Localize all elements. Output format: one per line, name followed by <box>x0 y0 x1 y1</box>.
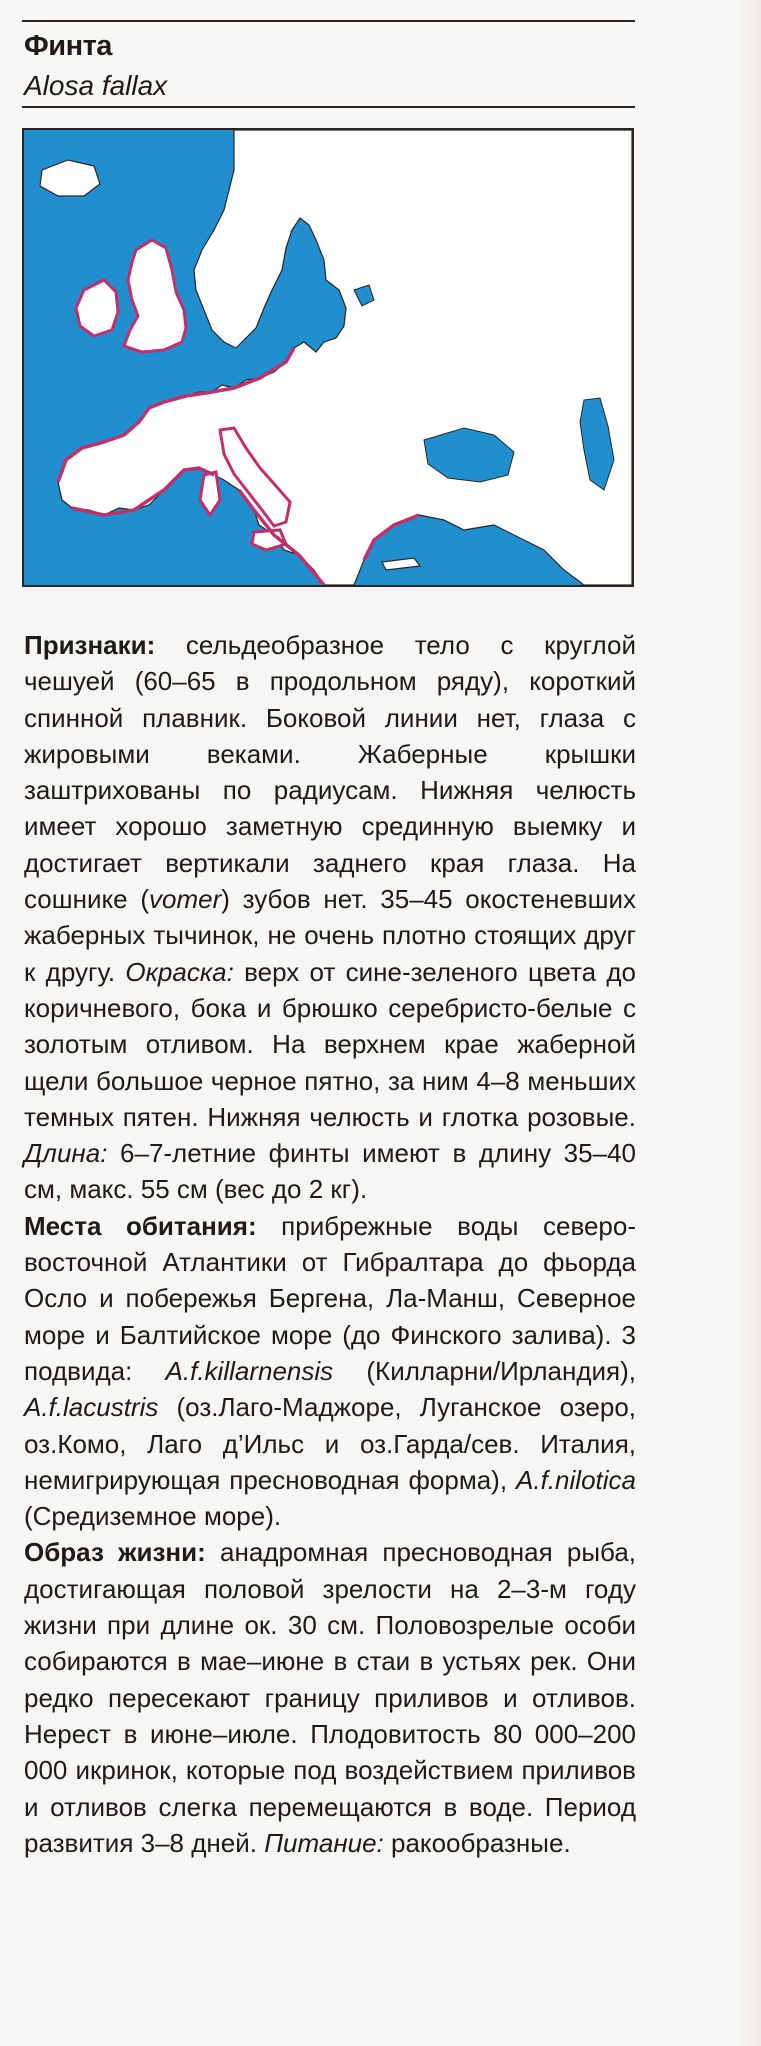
vomer-term: vomer <box>148 884 222 915</box>
description <box>24 627 636 1861</box>
length-label: Длина: <box>24 1138 108 1169</box>
britain <box>124 240 186 352</box>
species-latin-name: Alosa fallax <box>24 70 168 101</box>
signs-text-4: 6–7-летние финты имеют в длину 35–40 см, макс. 55 см (вес до 2 кг). <box>24 1138 636 1205</box>
signs-heading: Признаки: <box>24 630 156 660</box>
subspecies-1: A.f.killarnensis <box>165 1355 334 1386</box>
land-mass <box>58 130 632 585</box>
life-text-1: анадромная пресноводная рыба, достигающая половой зрелости на 2–3-м году жизни при длине ок. 30 см. Половозрелые особи собираются в мае–июне в стаи в устьях рек. Они редко пересекают границу приливов и отливов. Нерест в июне–июле. Плодовитость 80 000–200 000 икринок, которые под воздействием приливов и отливов слегка перемещаются в воде. Период развития 3–8 дней. <box>24 1537 637 1858</box>
page-edge <box>739 0 761 2046</box>
signs-paragraph <box>24 627 636 1208</box>
top-rule <box>22 20 635 22</box>
iceland <box>40 160 100 196</box>
signs-text-1: сельдеобразное тело с круглой чешуей (60–65 в продольном ряду), короткий спинной плавник. Боковой линии нет, глаза с жировыми веками. Жаберные крышки заштрихованы по радиусам. Нижняя челюсть имеет хорошо заметную срединную выемку и достигает вертикали заднего края глаза. На сошнике ( <box>24 630 636 915</box>
signs-text-3: верх от сине-зеленого цвета до коричневого, бока и брюшко серебристо-белые с золотым отливом. На верхнем крае жаберной щели большое черное пятно, за ним 4–8 меньших темных пятен. Нижняя челюсть и глотка розовые. <box>24 956 637 1132</box>
color-label: Окраска: <box>125 956 234 987</box>
habitat-heading: Места обитания: <box>24 1210 257 1241</box>
range-map <box>22 128 634 587</box>
life-text-2: ракообразные. <box>383 1827 571 1858</box>
subspecies-2: A.f.lacustris <box>24 1392 159 1423</box>
habitat-text-3: (оз.Лаго-Маджоре, Луганское озеро, оз.Комо, Лаго д’Ильс и оз.Гарда/сев. Италия, немигрирующая пресноводная форма), <box>24 1392 636 1495</box>
subspecies-3: A.f.nilotica <box>516 1464 636 1495</box>
habitat-text-2: (Килларни/Ирландия), <box>333 1355 636 1386</box>
europe-map-svg <box>24 130 632 585</box>
habitat-text-4: (Средиземное море). <box>24 1501 282 1532</box>
food-label: Питание: <box>264 1827 384 1858</box>
species-name: Финта <box>24 30 112 62</box>
sardinia <box>200 472 220 515</box>
crete <box>382 558 420 570</box>
habitat-paragraph <box>24 1208 636 1535</box>
signs-text-2: ) зубов нет. 35–45 окостеневших жаберных тычинок, не очень плотно стоящих друг к другу. <box>24 884 636 987</box>
habitat-text-1: прибрежные воды северо-восточной Атлантики от Гибралтара до фьорда Осло и побережья Бергена, Ла-Манш, Северное море и Балтийское море (до Финского залива). 3 подвида: <box>24 1210 636 1386</box>
life-paragraph <box>24 1534 636 1861</box>
life-heading: Образ жизни: <box>24 1537 206 1568</box>
ireland <box>76 280 118 336</box>
header-rule <box>22 106 635 108</box>
